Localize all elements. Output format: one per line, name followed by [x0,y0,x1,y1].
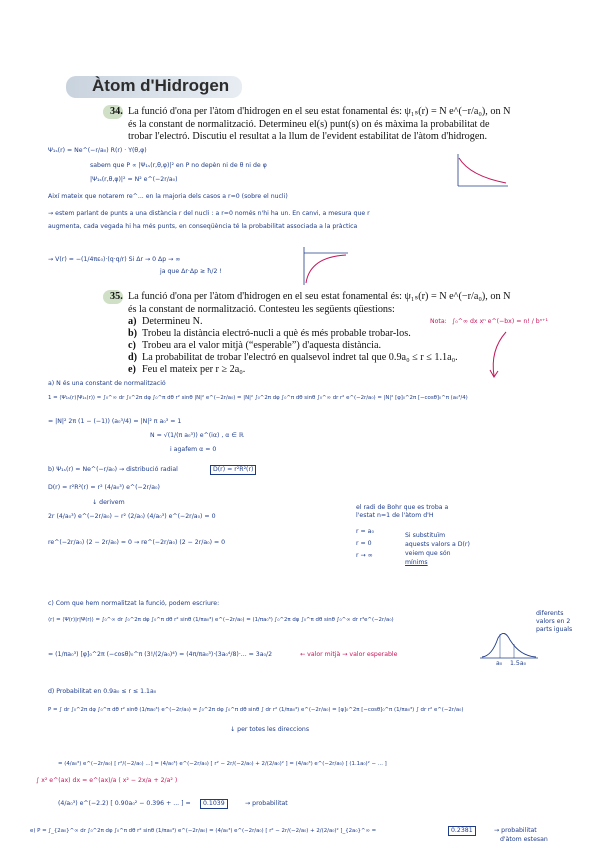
sol-c-line-3b: ← valor mitjà → valor esperable [300,651,398,658]
sol-b-line-5: re^(−2r/a₀) (2 − 2r/a₀) = 0 → re^(−2r/a₀) (2 − 2r/a₀) = 0 [48,539,226,546]
sol-d-line-2: P = ∫ dr ∫₀^2π dφ ∫₀^π dθ r² sinθ (1/πa₀³) e^(−2r/a₀) = ∫₀^2π dφ ∫₀^π dθ sinθ ∫ dr r² (1/πa₀³) e^(−2r/a₀) = [φ]₀^2π [−cosθ]₀^π (1/πa₀³) ∫ dr r² e^(−2r/a₀) [48,707,464,713]
sol-c-line-2: ⟨r⟩ = ⟨Ψ(r)|r|Ψ(r)⟩ = ∫₀^∞ dr ∫₀^2π dφ ∫₀^π dθ r² sinθ (1/πa₀³) e^(−2r/a₀) = (1/πa₀³) ∫₀^2π dφ ∫₀^π dθ sinθ ∫₀^∞ dr r³e^(−2r/a₀) [48,617,394,623]
sol-c-side-2: valors en 2 [536,618,571,625]
sol-b-note-2c: veiem que són [405,550,451,557]
sol-b-line-2: D(r) = r²R²(r) = r² (4/a₀³) e^(−2r/a₀) [48,484,160,491]
notes34-line-2: sabem que P ∝ |Ψ₁ₛ(r,θ,φ)|² en P no depèn ni de θ ni de φ [90,162,267,169]
sol-b-line-4: 2r (4/a₀³) e^(−2r/a₀) − r² (2/a₀) (4/a₀³) e^(−2r/a₀) = 0 [48,513,216,520]
sol-b-note-1: el radi de Bohr que es troba a [356,504,449,511]
problem-35-item: c) Trobeu ara el valor mitjà (“esperable”) d'aquesta distància. [128,340,382,351]
problem-34-line-2: és la constant de normalització. Determineu el(s) punt(s) on és màxima la probabilitat de [128,119,490,130]
sol-c-line-3: = (1/πa₀³) [φ]₀^2π (−cosθ)₀^π (3!/(2/a₀)⁴) = (4π/πa₀³)·(3a₀⁴/8)·... = 3a₀/2 [48,651,273,658]
notes34-line-6: augmenta, cada vegada hi ha més punts, en conseqüència té la probabilitat associada a la pràctica [48,223,358,230]
sol-b-root-3: r → ∞ [356,552,373,559]
notes34-line-5: → estem parlant de punts a una distància r del nucli : a r=0 només n'hi ha un. En canvi, a mesura que r [48,210,370,217]
sol-e-prob-label-2: d'àtom estesan [500,836,548,843]
problem-34-line-1: La funció d'ona per l'àtom d'hidrogen en el seu estat fonamental és: ψ₁ₛ(r) = N e^(−r/a₀), on N [128,106,511,117]
sol-e-prob-label: → probabilitat [494,827,537,834]
sol-d-line-2b: ↓ per totes les direccions [230,726,310,733]
notes34-line-3: |Ψ₁ₛ(r,θ,φ)|² = N² e^(−2r/a₀) [90,176,178,183]
sol-c-axis-a0: a₀ [496,660,503,667]
nota-arrow [486,330,516,380]
sol-b-line-3: ↓ derivem [92,499,125,506]
sol-b-root-2: r = 0 [356,540,372,547]
sol-b-root-1: r = a₀ [356,528,374,535]
nota-formula: ∫₀^∞ dx xⁿ e^(−bx) = n! / bⁿ⁺¹ [452,318,548,325]
problem-34-number: 34. [110,106,123,117]
distribution-sketch [478,626,540,666]
sol-d-result: 0.1039 [200,799,228,809]
decay-graph [452,152,510,192]
sol-e-result: 0.2381 [448,826,476,836]
problem-34-line-3: trobar l'electró. Discutiu el resultat a la llum de l'evident estabilitat de l'àtom d'hidrogen. [128,131,487,142]
sol-b-note-1b: l'estat n=1 de l'àtom d'H [356,512,434,519]
notes34-line-4: Així mateix que notarem re^... en la majoria dels casos a r=0 (sobre el nucli) [48,193,288,200]
nota-label: Nota: [430,318,447,325]
sol-c-axis-15: 1.5a₀ [510,660,527,667]
problem-35-line-1: La funció d'ona per l'àtom d'hidrogen en el seu estat fonamental és: ψ₁ₛ(r) = N e^(−r/a₀), on N [128,291,511,302]
sol-a-line-5: i agafem α = 0 [170,446,217,453]
notes34-line-1: Ψ₁ₛ(r) = Ne^(−r/a₀) R(r) · Y(θ,φ) [48,147,147,154]
sol-a-line-3: = |N|² 2π (1 − (−1)) (a₀³/4) = |N|² π a₀³ = 1 [48,418,182,425]
sol-a-line-4: N = √(1/(π a₀³)) e^(iα) , α ∈ ℝ [150,432,244,439]
problem-35-line-2: és la constant de normalització. Contesteu les següents qüestions: [128,304,395,315]
notes34-line-8: ja que Δr·Δp ≥ ħ/2 ! [160,268,222,275]
sol-d-prob-label: → probabilitat [245,800,288,807]
problem-35-item: b) Trobeu la distància electró-nucli a què és més probable trobar-los. [128,328,411,339]
sol-b-note-2: Si substituïm [405,532,446,539]
notes34-line-7: → V(r) = −(1/4πε₀)·(q·q/r) Si Δr → 0 Δp → ∞ [48,256,181,263]
problem-35-item: e) Feu el mateix per r ≥ 2a₀. [128,364,246,375]
problem-35-number: 35. [110,291,123,302]
sol-c-side-1: diferents [536,610,564,617]
sol-d-line-5: (4/a₀³) e^(−2.2) [ 0.90a₀² − 0.396 + ... ] = [58,800,191,807]
problem-35-item: d) La probabilitat de trobar l'electró en qualsevol indret tal que 0.9a₀ ≤ r ≤ 1.1a₀. [128,352,458,363]
sol-d-line-1: d) Probabilitat en 0.9a₀ ≤ r ≤ 1.1a₀ [48,688,157,695]
page-title: Àtom d'Hidrogen [92,76,230,95]
sol-b-note-2b: aquests valors a D(r) [405,541,470,548]
sol-a-line-2: 1 = ⟨Ψ₁ₛ(r)|Ψ₁ₛ(r)⟩ = ∫₀^∞ dr ∫₀^2π dφ ∫₀^π dθ r² sinθ |N|² e^(−2r/a₀) = |N|² ∫₀^2π dφ ∫₀^π dθ sinθ ∫₀^∞ dr r² e^(−2r/a₀) = |N|² [φ]₀^2π [−cosθ]₀^π (a₀³/4) [48,395,468,401]
problem-35-item: a) Determineu N. [128,316,203,327]
potential-graph [300,245,350,287]
sol-b-note-2d: mínims [405,559,428,566]
sol-c-side-3: parts iguals [536,626,573,633]
sol-b-box: D(r) = r²R²(r) [210,465,256,475]
sol-b-line-1: b) Ψ₁ₛ(r) = Ne^(−r/a₀) → distribució radial [48,466,178,473]
sol-c-line-1: c) Com que hem normalitzat la funció, podem escriure: [48,600,220,607]
sol-a-line-1: a) N és una constant de normalització [48,380,166,387]
sol-d-line-4: ∫ x² e^(ax) dx = e^(ax)/a ( x² − 2x/a + 2/a² ) [36,777,178,784]
sol-d-line-3: = (4/a₀³) e^(−2r/a₀) [ r²/(−2/a₀) ...] = (4/a₀³) e^(−2r/a₀) [ r² − 2r/(−2/a₀) + 2/(2/a₀)² ] = (4/a₀³) e^(−2r/a₀) [ (1.1a₀)² − ... ] [58,761,387,767]
sol-e-line: e) P = ∫_{2a₀}^∞ dr ∫₀^2π dφ ∫₀^π dθ r² sinθ (1/πa₀³) e^(−2r/a₀) = (4/a₀³) e^(−2r/a₀) [ r² − 2r/(−2/a₀) + 2/(2/a₀)² ]_{2a₀}^∞ = [30,828,377,834]
